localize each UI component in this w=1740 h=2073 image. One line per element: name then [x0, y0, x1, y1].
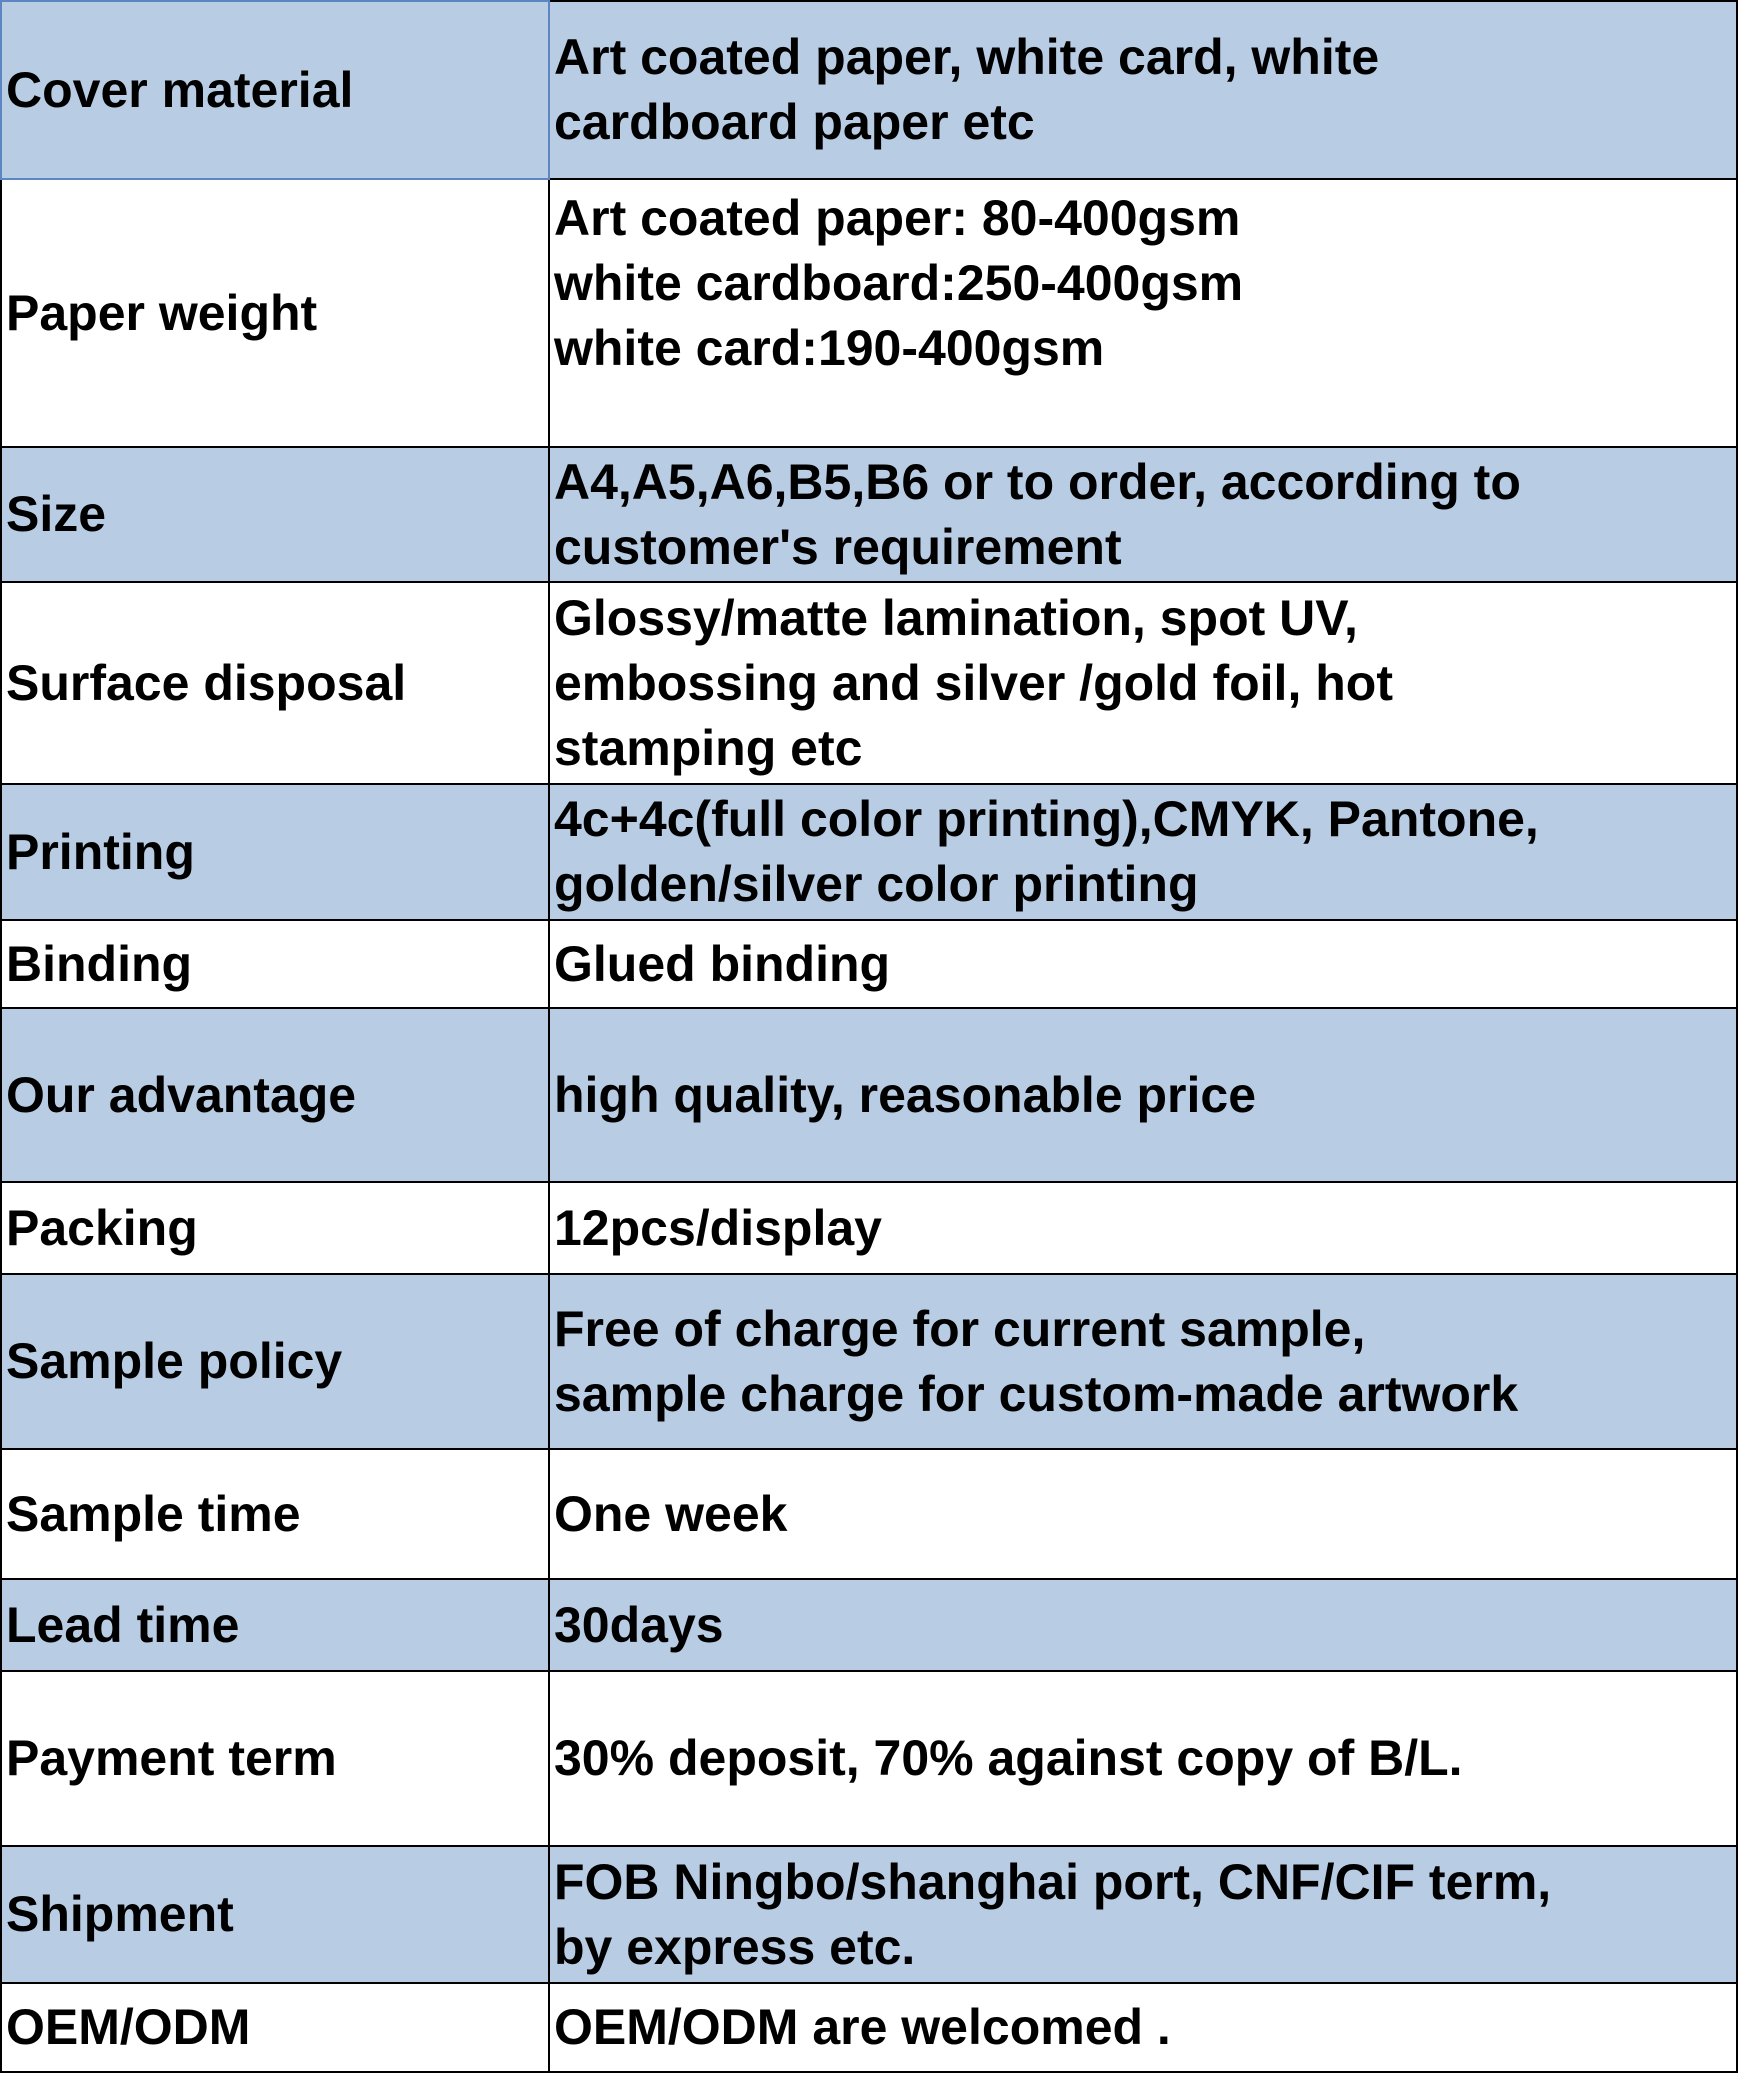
spec-value-oem-odm: OEM/ODM are welcomed . [549, 1983, 1737, 2072]
spec-value-our-advantage: high quality, reasonable price [549, 1008, 1737, 1182]
spec-label-sample-policy: Sample policy [1, 1274, 549, 1449]
spec-label-binding: Binding [1, 920, 549, 1008]
table-row [1, 1449, 1737, 1579]
spec-value-size: A4,A5,A6,B5,B6 or to order, according to customer's requirement [549, 447, 1737, 582]
spec-label-paper-weight: Paper weight [1, 179, 549, 447]
table-row [1, 582, 1737, 784]
table-row [1, 784, 1737, 920]
table-row [1, 1274, 1737, 1449]
spec-label-sample-time: Sample time [1, 1449, 549, 1579]
spec-value-payment-term: 30% deposit, 70% against copy of B/L. [549, 1671, 1737, 1846]
table-row [1, 1846, 1737, 1983]
table-row [1, 1008, 1737, 1182]
spec-value-sample-policy: Free of charge for current sample, sample charge for custom-made artwork [549, 1274, 1737, 1449]
table-row [1, 1579, 1737, 1671]
spec-label-printing: Printing [1, 784, 549, 920]
spec-label-size: Size [1, 447, 549, 582]
spec-label-our-advantage: Our advantage [1, 1008, 549, 1182]
spec-value-paper-weight: Art coated paper: 80-400gsm white cardboard:250-400gsm white card:190-400gsm [549, 179, 1737, 447]
spec-label-payment-term: Payment term [1, 1671, 549, 1846]
spec-value-binding: Glued binding [549, 920, 1737, 1008]
spec-label-packing: Packing [1, 1182, 549, 1274]
spec-value-surface-disposal: Glossy/matte lamination, spot UV, embossing and silver /gold foil, hot stamping etc [549, 582, 1737, 784]
table-row [1, 179, 1737, 447]
table-row [1, 920, 1737, 1008]
spec-value-packing: 12pcs/display [549, 1182, 1737, 1274]
table-row [1, 1182, 1737, 1274]
spec-label-surface-disposal: Surface disposal [1, 582, 549, 784]
table-row [1, 1983, 1737, 2072]
spec-value-cover-material: Art coated paper, white card, white cardboard paper etc [549, 1, 1737, 179]
table-row [1, 447, 1737, 582]
spec-value-lead-time: 30days [549, 1579, 1737, 1671]
spec-label-shipment: Shipment [1, 1846, 549, 1983]
spec-value-printing: 4c+4c(full color printing),CMYK, Pantone, golden/silver color printing [549, 784, 1737, 920]
spec-value-sample-time: One week [549, 1449, 1737, 1579]
spec-label-oem-odm: OEM/ODM [1, 1983, 549, 2072]
spec-label-lead-time: Lead time [1, 1579, 549, 1671]
spec-label-cover-material: Cover material [1, 1, 549, 179]
table-row [1, 1, 1737, 179]
table-row [1, 1671, 1737, 1846]
spec-value-shipment: FOB Ningbo/shanghai port, CNF/CIF term, by express etc. [549, 1846, 1737, 1983]
